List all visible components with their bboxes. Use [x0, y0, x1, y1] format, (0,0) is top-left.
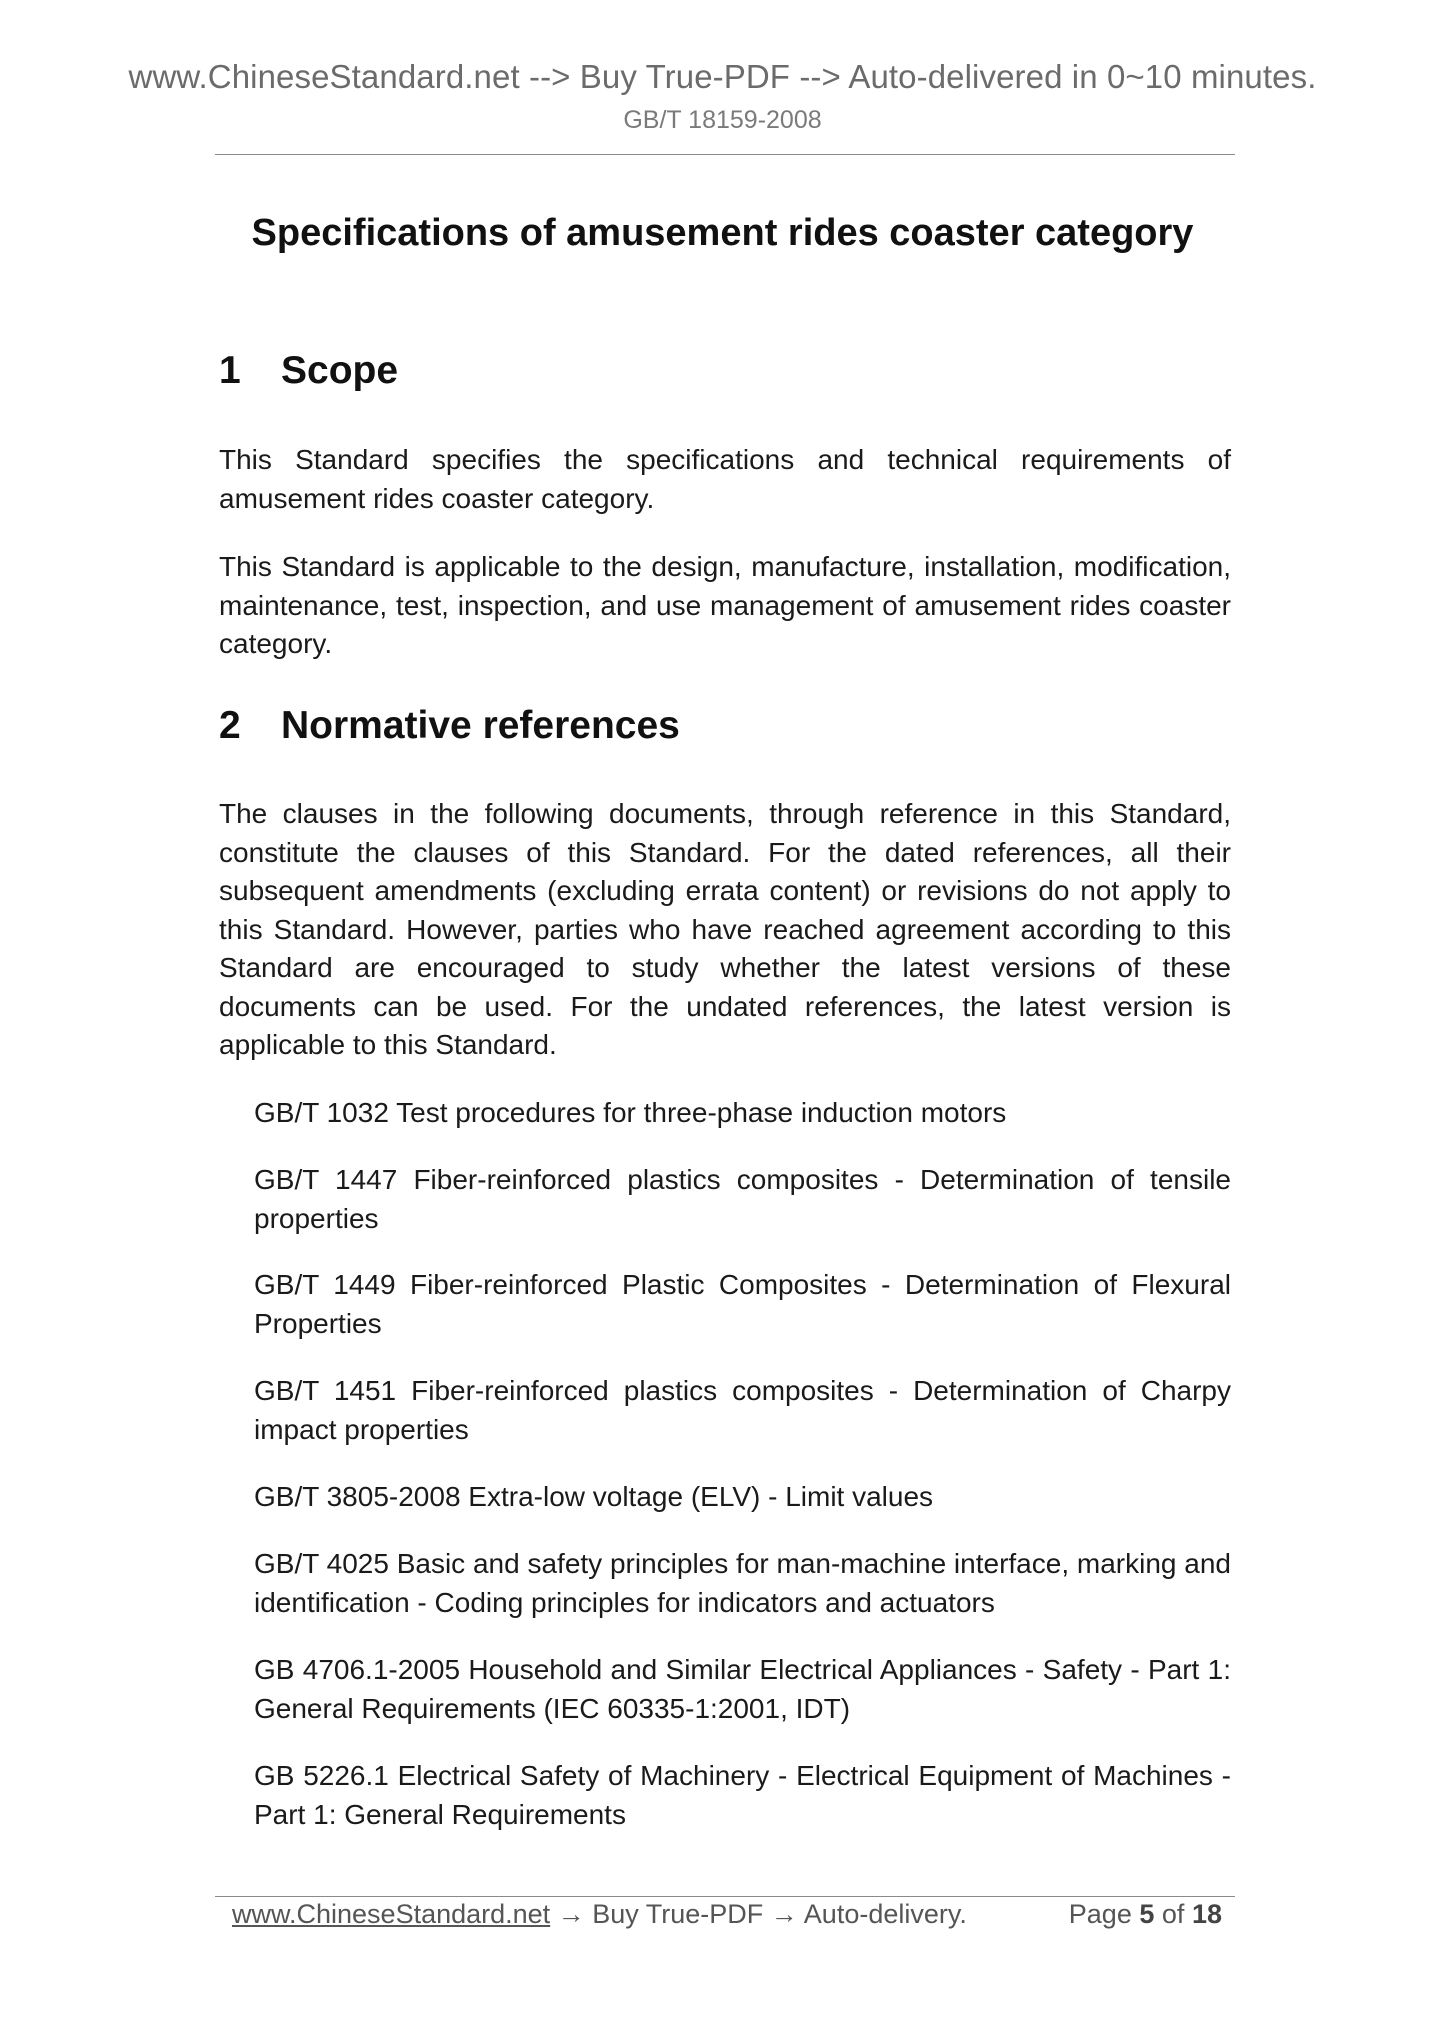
footer-site-link[interactable]: www.ChineseStandard.net: [232, 1899, 551, 1929]
section-title: Normative references: [281, 704, 680, 747]
section-heading-scope: [219, 349, 398, 393]
reference-item: GB/T 1451 Fiber-reinforced plastics composites - Determination of Charpy impact properties: [254, 1375, 1231, 1445]
section-title: Scope: [281, 349, 399, 392]
reference-item: GB/T 4025 Basic and safety principles for man-machine interface, marking and identification - Coding principles for indicators and actuators: [254, 1548, 1231, 1618]
page-footer: [232, 1899, 1222, 1939]
page-word: Page: [1068, 1899, 1132, 1929]
footer-divider: [215, 1896, 1235, 1897]
reference-item: GB 4706.1-2005 Household and Similar Electrical Appliances - Safety - Part 1: General Requirements (IEC 60335-1:2001, IDT): [254, 1654, 1231, 1724]
scope-paragraph: This Standard is applicable to the design, manufacture, installation, modification, maintenance, test, inspection, and use management of amusement rides coaster category.: [219, 551, 1231, 659]
reference-item: GB/T 1449 Fiber-reinforced Plastic Composites - Determination of Flexural Properties: [254, 1269, 1231, 1339]
page-total: 18: [1191, 1899, 1222, 1929]
footer-delivery-text: Auto-delivery.: [803, 1899, 967, 1929]
references-intro-paragraph: The clauses in the following documents, through reference in this Standard, constitute the clauses of this Standard. For the dated references, all their subsequent amendments (excluding errata content) or revisions do not apply to this Standard. However, parties who have reached agreement according to this Standard are encouraged to study whether the latest versions of these documents can be used. For the undated references, the latest version is applicable to this Standard.: [219, 798, 1231, 1060]
section-heading-normative-references: [219, 704, 680, 748]
document-title: Specifications of amusement rides coaster category: [251, 212, 1194, 254]
reference-item: GB/T 1447 Fiber-reinforced plastics composites - Determination of tensile properties: [254, 1164, 1231, 1234]
section-number: 1: [219, 349, 241, 392]
scope-paragraph: This Standard specifies the specifications and technical requirements of amusement rides coaster category.: [219, 444, 1231, 514]
section-number: 2: [219, 704, 241, 747]
reference-item: GB 5226.1 Electrical Safety of Machinery - Electrical Equipment of Machines - Part 1: General Requirements: [254, 1760, 1231, 1830]
reference-item: GB/T 1032 Test procedures for three-phase induction motors: [254, 1097, 1007, 1128]
footer-buy-text: Buy True-PDF: [592, 1899, 764, 1929]
arrow-right-icon: →: [557, 1899, 585, 1929]
page-number: 5: [1139, 1899, 1155, 1929]
reference-item: GB/T 3805-2008 Extra-low voltage (ELV) - Limit values: [254, 1481, 934, 1512]
header-divider: [215, 154, 1235, 155]
header-banner: www.ChineseStandard.net --> Buy True-PDF --> Auto-delivered in 0~10 minutes.: [128, 58, 1317, 95]
page-indicator: [1069, 1899, 1222, 1930]
header-standard-code: GB/T 18159-2008: [623, 106, 822, 134]
of-word: of: [1161, 1899, 1185, 1929]
footer-links: [232, 1899, 967, 1930]
arrow-right-icon: →: [770, 1899, 798, 1929]
